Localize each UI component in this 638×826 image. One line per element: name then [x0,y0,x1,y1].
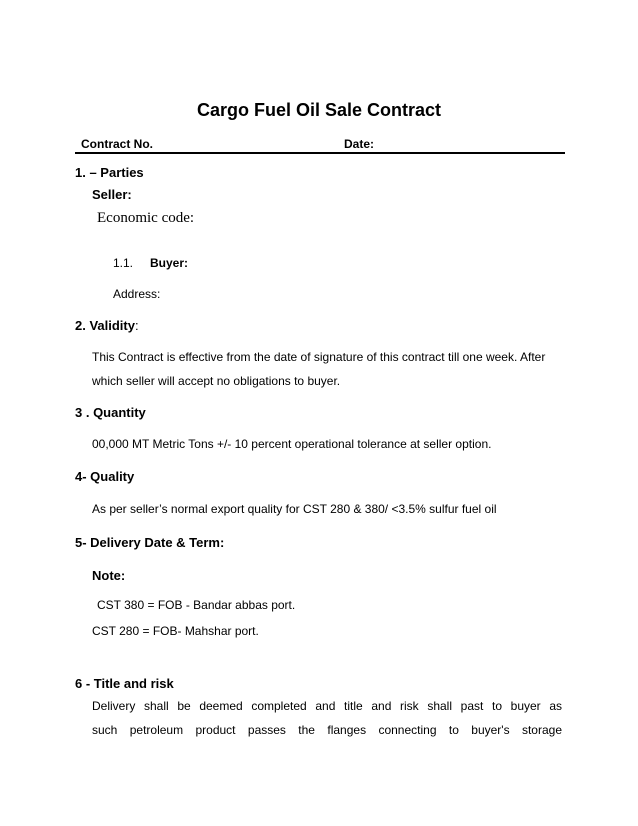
economic-code-label: Economic code: [97,210,195,226]
parties-heading: 1. – Parties [75,165,144,180]
quality-heading: 4- Quality [75,469,135,484]
date-label: Date: [344,137,375,151]
seller-label: Seller: [92,187,132,202]
header-rule [75,152,565,154]
buyer-number: 1.1. [113,256,134,270]
title-risk-line-2: such petroleum product passes the flanges connecting to buyer's storage [92,723,562,737]
note-label: Note: [92,568,126,583]
contract-no-label: Contract No. [81,137,153,151]
quantity-heading: 3 . Quantity [75,405,146,420]
validity-heading [75,318,139,333]
delivery-line-1: CST 380 = FOB - Bandar abbas port. [97,598,296,612]
address-label: Address: [113,287,161,301]
quality-text: As per seller’s normal export quality for CST 280 & 380/ <3.5% sulfur fuel oil [92,502,497,516]
delivery-line-2: CST 280 = FOB- Mahshar port. [92,624,259,638]
validity-line-1: This Contract is effective from the date of signature of this contract till one week. After [92,350,546,364]
title-risk-heading: 6 - Title and risk [75,676,174,691]
document-title: Cargo Fuel Oil Sale Contract [196,100,442,120]
quantity-text: 00,000 MT Metric Tons +/- 10 percent operational tolerance at seller option. [92,437,492,451]
validity-line-2: which seller will accept no obligations to buyer. [92,374,341,388]
validity-heading-colon: : [134,318,139,333]
buyer-label: Buyer: [150,256,189,270]
delivery-heading: 5- Delivery Date & Term: [75,535,225,550]
title-risk-line-1: Delivery shall be deemed completed and title and risk shall past to buyer as [92,699,562,713]
validity-heading-text: 2. Validity [75,318,135,333]
